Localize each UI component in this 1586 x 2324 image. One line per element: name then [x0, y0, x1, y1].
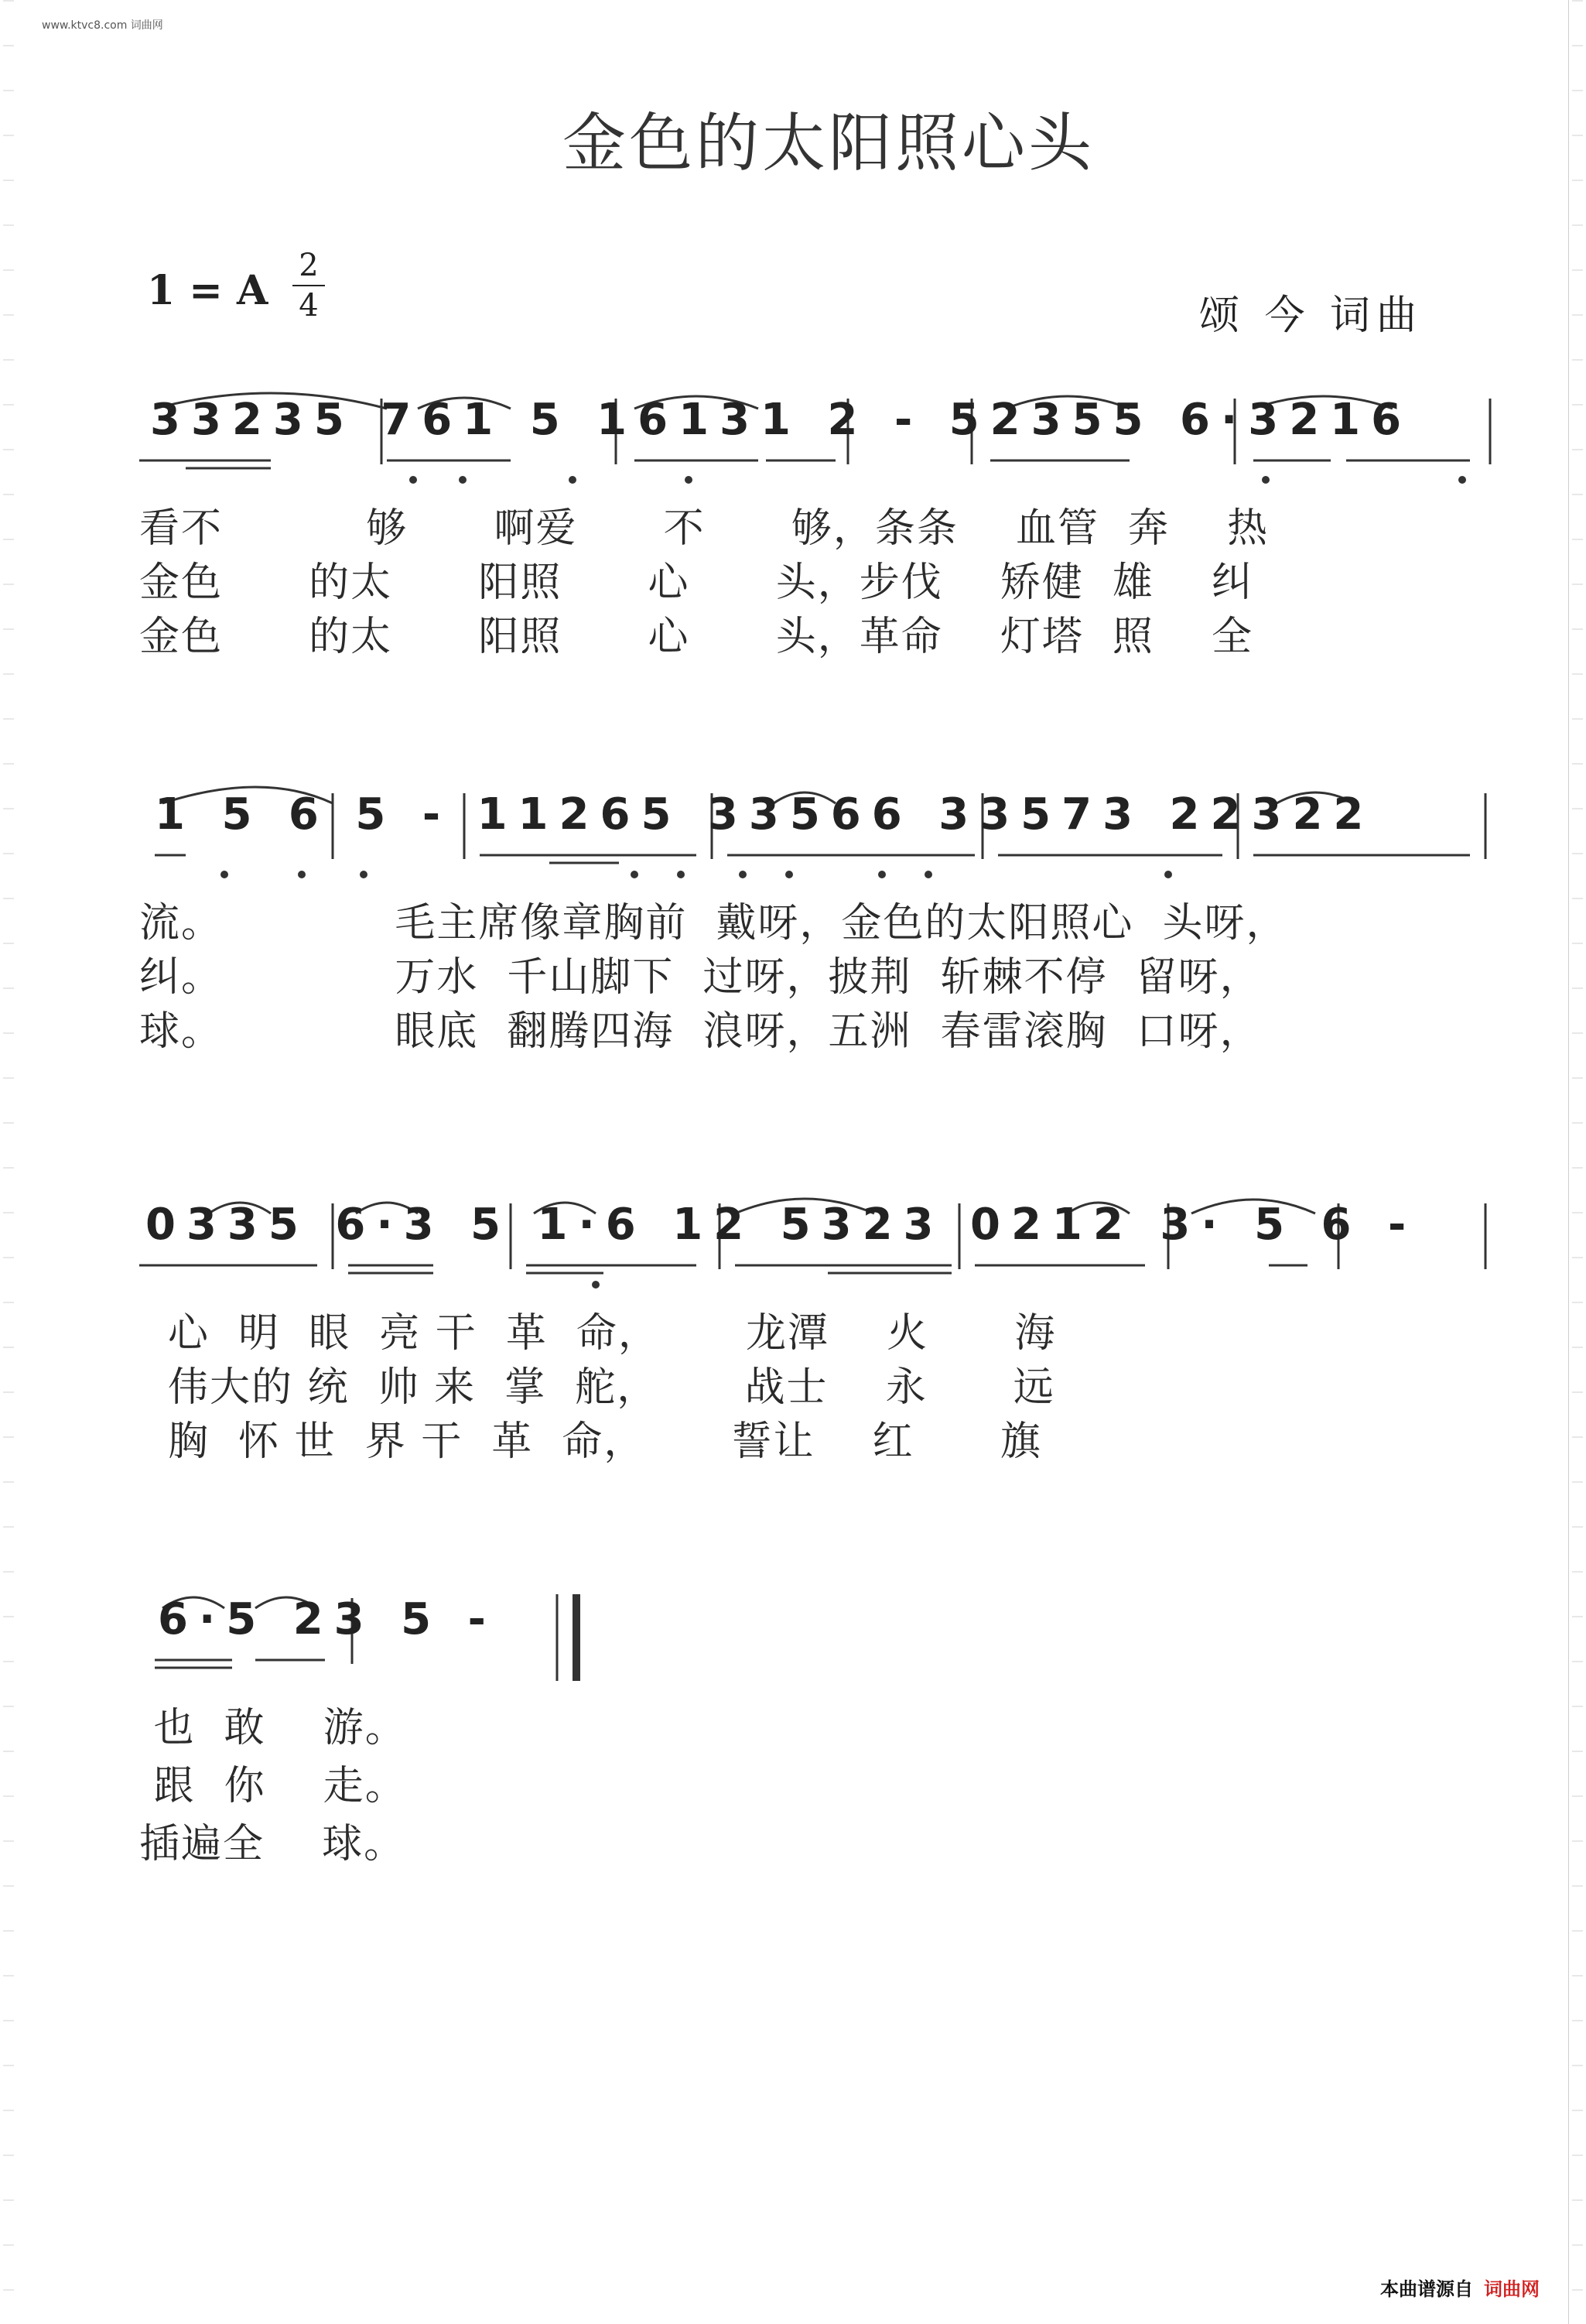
right-margin-watermark [1572, 0, 1583, 2324]
lyric-verse-1: 看不 够 啊爱 不 够，条条 血管 奔 热 [139, 505, 1270, 552]
lyric-verse-3: 胸 怀 世 界 干 革 命， 誓让 红 旗 [139, 1419, 1042, 1465]
source-label: 本曲谱源自 [1380, 2278, 1473, 2300]
left-margin-watermark [3, 0, 14, 2324]
lyric-verse-3: 插遍全 球。 [139, 1821, 406, 1867]
key-signature: 1 = A [147, 267, 268, 314]
notation-line-1: 33235 761 5 16131 2 - 52355 6·3216 [150, 395, 1413, 445]
lyric-verse-3: 金色 的太 阳照 心 头，革命 灯塔 照 全 [139, 614, 1253, 660]
score-system-1 [139, 395, 1501, 658]
notation-line-3: 0335 6·3 5 1·6 12 5323 0212 3· 5 6 - [145, 1200, 1417, 1250]
time-signature [292, 246, 325, 325]
lyric-verse-3: 球。 眼底 翻腾四海 浪呀，五洲 春雷滚胸 口呀， [139, 1008, 1262, 1055]
lyric-verse-2: 纠。 万水 千山脚下 过呀，披荆 斩棘不停 留呀， [139, 954, 1262, 1001]
notation-line-2: 1 5 6 5 - 11265 33566 33573 22322 [155, 789, 1375, 840]
notation-line-4: 6·5 23 5 - [158, 1594, 497, 1645]
lyric-verse-1: 也 敢 游。 [139, 1705, 407, 1751]
lyric-verse-1: 流。 毛主席像章胸前 戴呀，金色的太阳照心 头呀， [139, 900, 1288, 946]
final-barline [573, 1594, 580, 1681]
lyric-verse-2: 跟 你 走。 [139, 1763, 407, 1809]
page-edge-line [1568, 0, 1569, 2324]
lyric-verse-2: 金色 的太 阳照 心 头，步伐 矫健 雄 纠 [139, 560, 1253, 606]
site-brand: 词曲网 [1484, 2278, 1540, 2300]
score-system-2 [139, 789, 1501, 1055]
score-system-3 [139, 1200, 1501, 1463]
score-system-4 [139, 1594, 1501, 1873]
source-footer [1380, 2274, 1540, 2301]
lyric-verse-1: 心 明 眼 亮 干 革 命， 龙潭 火 海 [139, 1310, 1057, 1357]
song-credit: 颂 今 词曲 [1199, 293, 1424, 339]
time-signature-bottom: 4 [299, 288, 319, 323]
lyric-verse-2: 伟大的 统 帅 来 掌 舵， 战士 永 远 [139, 1364, 1055, 1411]
song-title: 金色的太阳照心头 [562, 107, 1095, 180]
site-url: www.ktvc8.com 词曲网 [42, 19, 163, 32]
time-signature-top: 2 [299, 248, 319, 283]
